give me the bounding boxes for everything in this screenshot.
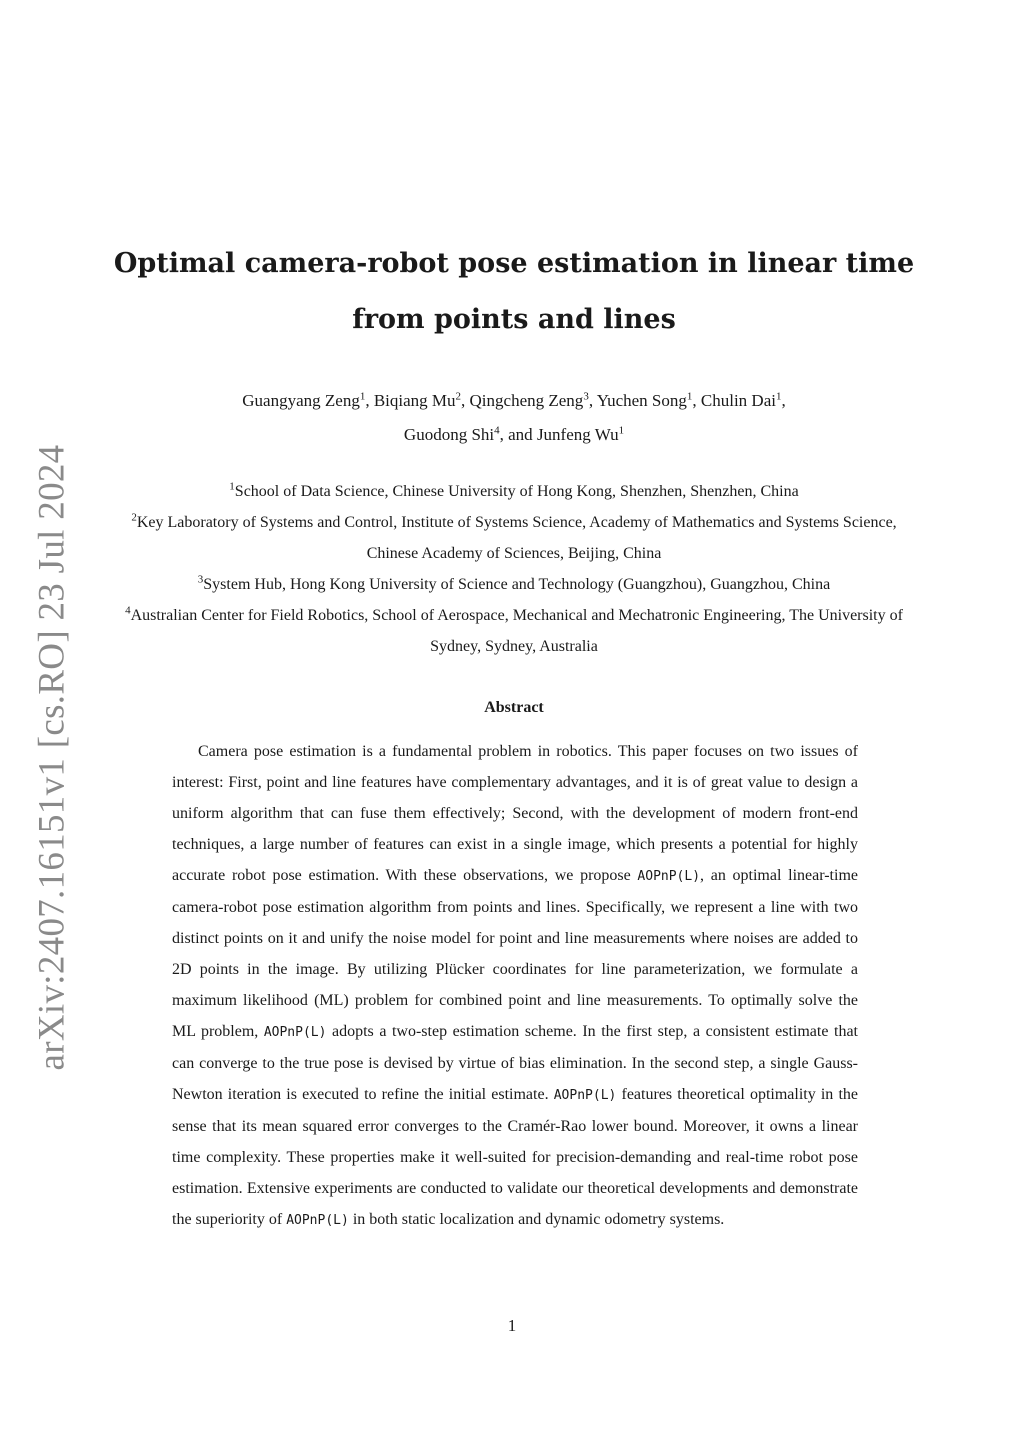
author: Biqiang Mu$^2$, <box>373 390 470 410</box>
author-list <box>150 384 878 452</box>
algorithm-name: AOPnP(L) <box>553 1088 617 1103</box>
abstract-text: Camera pose estimation is a fundamental problem in robotics. This paper focuses on two issues of interest: First, point and line features have complementary advantages, and it is of great value to design a uniform algorithm that can fuse them effectively; Second, with the development of modern front-end techniques, a large number of features can exist in a single image, which presents a potential for highly accurate robot pose estimation. With these observations, we propose AOPnP(L), an optimal linear-time camera-robot pose estimation algorithm from points and lines. Specifically, we represent a line with two distinct points on it and unify the noise model for point and line measurements where noises are added to 2D points in the image. By utilizing Plücker coordinates for line parameterization, we formulate a maximum likelihood (ML) problem for combined point and line measurements. To optimally solve the ML problem, AOPnP(L) adopts a two-step estimation scheme. In the first step, a consistent estimate that can converge to the true pose is devised by virtue of bias elimination. In the second step, a single Gauss-Newton iteration is executed to refine the initial estimate. AOPnP(L) features theoretical optimality in the sense that its mean squared error converges to the Cramér-Rao lower bound. Moreover, it owns a linear time complexity. These properties make it well-suited for precision-demanding and real-time robot pose estimation. Extensive experiments are conducted to validate our theoretical developments and demonstrate the superiority of AOPnP(L) in both static localization and dynamic odometry systems. <box>172 743 858 1228</box>
author: Guangyang Zeng$^1$, <box>242 390 374 410</box>
author-affiliation-mark: 3 <box>583 390 589 403</box>
affiliation-item: $^1$School of Data Science, Chinese University of Hong Kong, Shenzhen, Shenzhen, China <box>229 480 799 500</box>
abstract-heading: Abstract <box>484 699 544 716</box>
author-affiliation-mark: 1 <box>686 390 693 403</box>
author-affiliation-mark: 1 <box>359 390 366 403</box>
algorithm-name: AOPnP(L) <box>637 869 701 884</box>
arxiv-stamp-text: arXiv:2407.16151v1 [cs.RO] 23 Jul 2024 <box>31 444 73 1070</box>
author-affiliation-mark: 1 <box>618 424 625 437</box>
algorithm-name: AOPnP(L) <box>263 1025 327 1040</box>
author-affiliation-mark: 1 <box>775 390 782 403</box>
arxiv-stamp <box>8 444 96 1070</box>
author-affiliation-mark: 4 <box>494 424 500 437</box>
author: Junfeng Wu$^1$ <box>536 424 625 444</box>
author: Chulin Dai$^1$, <box>700 390 786 410</box>
page-number: 1 <box>507 1316 517 1335</box>
affiliation-item: $^2$Key Laboratory of Systems and Control, Institute of Systems Science, Academy of Mathematics and Systems Science, Chinese Academy of Sciences, Beijing, China <box>131 511 897 562</box>
paper-title: Optimal camera-robot pose estimation in linear time from points and lines <box>113 248 915 335</box>
author: Yuchen Song$^1$, <box>596 390 701 410</box>
affiliation-item: $^4$Australian Center for Field Robotics, School of Aerospace, Mechanical and Mechatronic Engineering, The University of Sydney, Sydney, Australia <box>125 604 903 655</box>
author: Qingcheng Zeng$^3$, <box>469 390 597 410</box>
author: Guodong Shi$^4$, and <box>403 424 537 444</box>
affiliation-list <box>120 476 908 662</box>
author-affiliation-mark: 2 <box>455 390 462 403</box>
affiliation-item: $^3$System Hub, Hong Kong University of Science and Technology (Guangzhou), Guangzhou, China <box>197 573 831 593</box>
algorithm-name: AOPnP(L) <box>286 1213 349 1228</box>
